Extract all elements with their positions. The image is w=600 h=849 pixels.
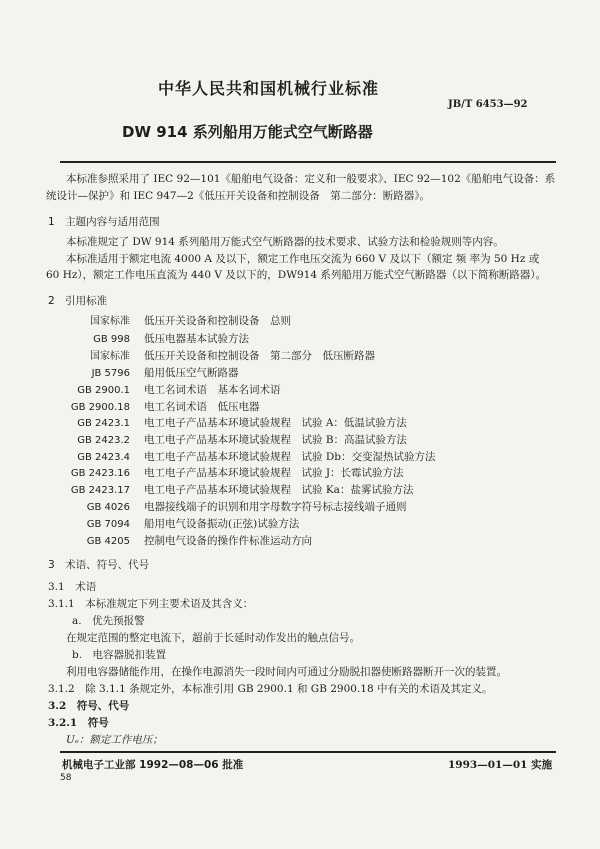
clause-3-1-1: 3.1.1 本标准规定下列主要术语及其含义： [48,598,254,610]
reference-row [66,366,239,381]
reference-title: 船用电气设备振动(正弦)试验方法 [144,518,300,530]
clause-3-1-2: 3.1.2 除 3.1.1 条规定外，本标准引用 GB 2900.1 和 GB 2900.18 中有关的术语及其定义。 [48,683,493,695]
clause-3-2-1: 3.2.1 符号 [48,717,109,729]
reference-code: 国家标准 [90,351,130,362]
reference-row [66,314,291,329]
reference-title: 控制电气设备的操作件标准运动方向 [144,535,312,547]
reference-code: GB 2423.16 [70,468,130,479]
standard-category: 中华人民共和国机械行业标准 [158,79,380,98]
reference-code: GB 4026 [86,502,130,513]
reference-row [66,349,375,364]
reference-row [66,483,413,498]
section-1-para-2b: 60 Hz），额定工作电压直流为 440 V 及以下的，DW914 系列船用万能式空气断路器（以下简称断路器）。 [46,269,547,281]
reference-title: 电工电子产品基本环境试验规程 试验 B：高温试验方法 [144,434,408,446]
reference-row [66,383,281,398]
reference-row [66,500,407,515]
reference-title: 低压开关设备和控制设备 第二部分 低压断路器 [144,350,375,362]
reference-code: GB 2423.4 [77,452,130,463]
header-rule [60,161,556,163]
section-1-para-2a: 本标准适用于额定电流 4000 A 及以下，额定工作电压交流为 660 V 及以下（额定 频 率为 50 Hz 或 [66,253,540,265]
reference-code: GB 2900.1 [77,385,130,396]
reference-title: 电工名词术语 基本名词术语 [144,384,281,396]
term-b-label: b. 电容器脱扣装置 [72,649,167,661]
reference-code: GB 998 [93,334,130,345]
reference-title: 船用低压空气断路器 [144,367,239,379]
symbol-ue: Uₑ：额定工作电压； [66,734,163,746]
reference-code: GB 2423.17 [70,485,130,496]
standard-number: JB/T 6453—92 [448,99,528,110]
reference-row [66,416,407,431]
approval-note: 机械电子工业部 1992—08—06 批准 [62,759,244,771]
effective-date: 1993—01—01 实施 [448,759,553,771]
reference-code: GB 7094 [86,519,130,530]
reference-title: 电工电子产品基本环境试验规程 试验 J：长霉试验方法 [144,467,404,479]
reference-title: 电工电子产品基本环境试验规程 试验 Ka：盐雾试验方法 [144,484,414,496]
document-title: DW 914 系列船用万能式空气断路器 [122,123,373,141]
reference-row [66,400,260,415]
reference-title: 电工名词术语 低压电器 [144,401,260,413]
clause-3-2: 3.2 符号、代号 [48,700,130,712]
section-2-heading: 2 引用标准 [48,295,108,307]
reference-code: GB 2900.18 [70,402,130,413]
section-1-para-1: 本标准规定了 DW 914 系列船用万能式空气断路器的技术要求、试验方法和检验规则等内容。 [66,236,504,248]
reference-code: GB 4205 [86,536,130,547]
reference-row [66,450,435,465]
reference-row [66,517,299,532]
reference-code: JB 5796 [91,368,130,379]
reference-row [66,534,312,549]
preface-line-1: 本标准参照采用了 IEC 92—101《船舶电气设备：定义和一般要求》、IEC 92—102《船舶电气设备：系 [66,173,556,185]
term-a-definition: 在规定范围的整定电流下，超前于长延时动作发出的触点信号。 [66,632,360,644]
page-number: 58 [60,773,72,783]
term-a-label: a. 优先预报警 [72,615,145,627]
section-1-heading: 1 主题内容与适用范围 [48,216,160,228]
footer-rule [60,751,556,753]
clause-3-1: 3.1 术语 [48,581,97,593]
reference-code: GB 2423.2 [77,435,130,446]
section-3-heading: 3 术语、符号、代号 [48,559,150,571]
reference-code: GB 2423.1 [77,418,130,429]
term-b-definition: 利用电容器储能作用，在操作电源消失一段时间内可通过分励脱扣器使断路器断开一次的装置。 [66,666,507,678]
reference-row [66,332,249,347]
reference-row [66,433,407,448]
preface-line-2: 统设计—保护》和 IEC 947—2《低压开关设备和控制设备 第二部分：断路器》。 [46,190,430,202]
reference-row [66,466,404,481]
reference-title: 低压开关设备和控制设备 总则 [144,315,291,327]
reference-title: 低压电器基本试验方法 [144,333,249,345]
reference-title: 电工电子产品基本环境试验规程 试验 A：低温试验方法 [144,417,407,429]
reference-title: 电器接线端子的识别和用字母数字符号标志接线端子通则 [144,501,407,513]
reference-code: 国家标准 [90,316,130,327]
reference-title: 电工电子产品基本环境试验规程 试验 Db：交变湿热试验方法 [144,451,436,463]
